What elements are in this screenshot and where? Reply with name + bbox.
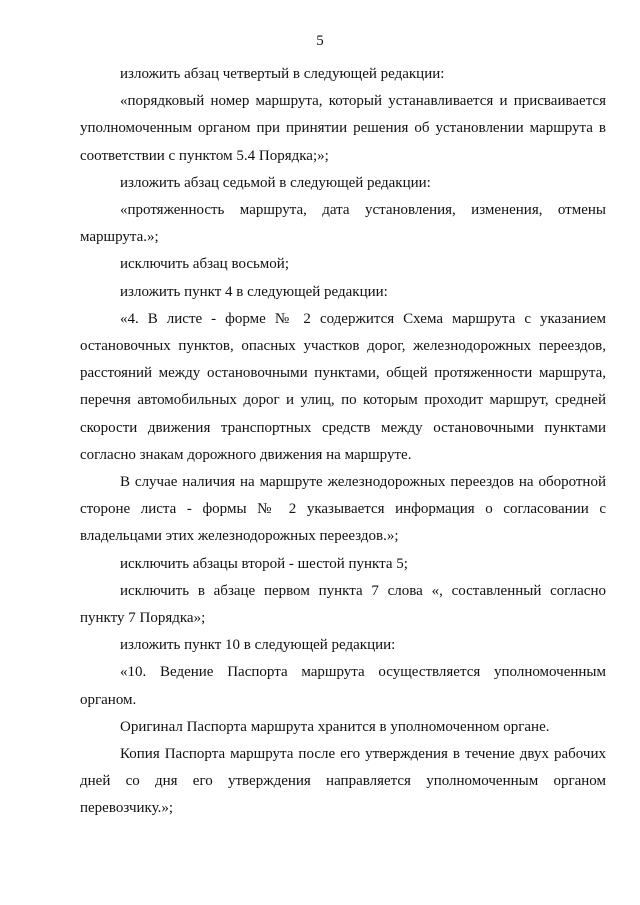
paragraph-passport-copy: Копия Паспорта маршрута после его утверждения в течение двух рабочих дней со дня его утверждения направляется уполномоченным органом перевозчику.»; <box>80 746 606 817</box>
paragraph-amend-item-4: изложить пункт 4 в следующей редакции: <box>120 283 388 300</box>
paragraph-amend-item-10: изложить пункт 10 в следующей редакции: <box>120 637 396 654</box>
paragraph-exclude-eighth: исключить абзац восьмой; <box>120 256 289 273</box>
paragraph-railway-crossings: В случае наличия на маршруте железнодорожных переездов на оборотной стороне листа - формы № 2 указывается информация о согласовании с владельцами этих железнодорожных переездов.»; <box>80 474 606 545</box>
paragraph-amend-fourth: изложить абзац четвертый в следующей редакции: <box>120 66 445 82</box>
paragraph-exclude-item-5: исключить абзацы второй - шестой пункта 5; <box>120 555 408 572</box>
paragraph-exclude-item-7-words: исключить в абзаце первом пункта 7 слова «, составленный согласно пункту 7 Порядка»; <box>80 582 606 627</box>
document-body <box>80 61 606 823</box>
paragraph-item-4-text: «4. В листе - форме № 2 содержится Схема маршрута с указанием остановочных пунктов, опасных участков дорог, железнодорожных переездов, расстояний между остановочными пунктами, общей протяженности маршрута, перечня автомобильных дорог и улиц, по которым проходит маршрут, средней скорости движения транспортных средств между остановочными пунктами согласно знакам дорожного движения на маршруте. <box>80 310 606 463</box>
paragraph-item-10-text: «10. Ведение Паспорта маршрута осуществляется уполномоченным органом. <box>80 664 606 708</box>
paragraph-route-number: «порядковый номер маршрута, который устанавливается и присваивается уполномоченным органом при принятии решения об установлении маршрута в соответствии с пунктом 5.4 Порядка;»; <box>80 93 606 164</box>
paragraph-original-passport: Оригинал Паспорта маршрута хранится в уполномоченном органе. <box>120 718 550 735</box>
page-number: 5 <box>316 33 324 49</box>
paragraph-amend-seventh: изложить абзац седьмой в следующей редакции: <box>120 174 431 191</box>
paragraph-route-length: «протяженность маршрута, дата установления, изменения, отмены маршрута.»; <box>80 202 606 246</box>
